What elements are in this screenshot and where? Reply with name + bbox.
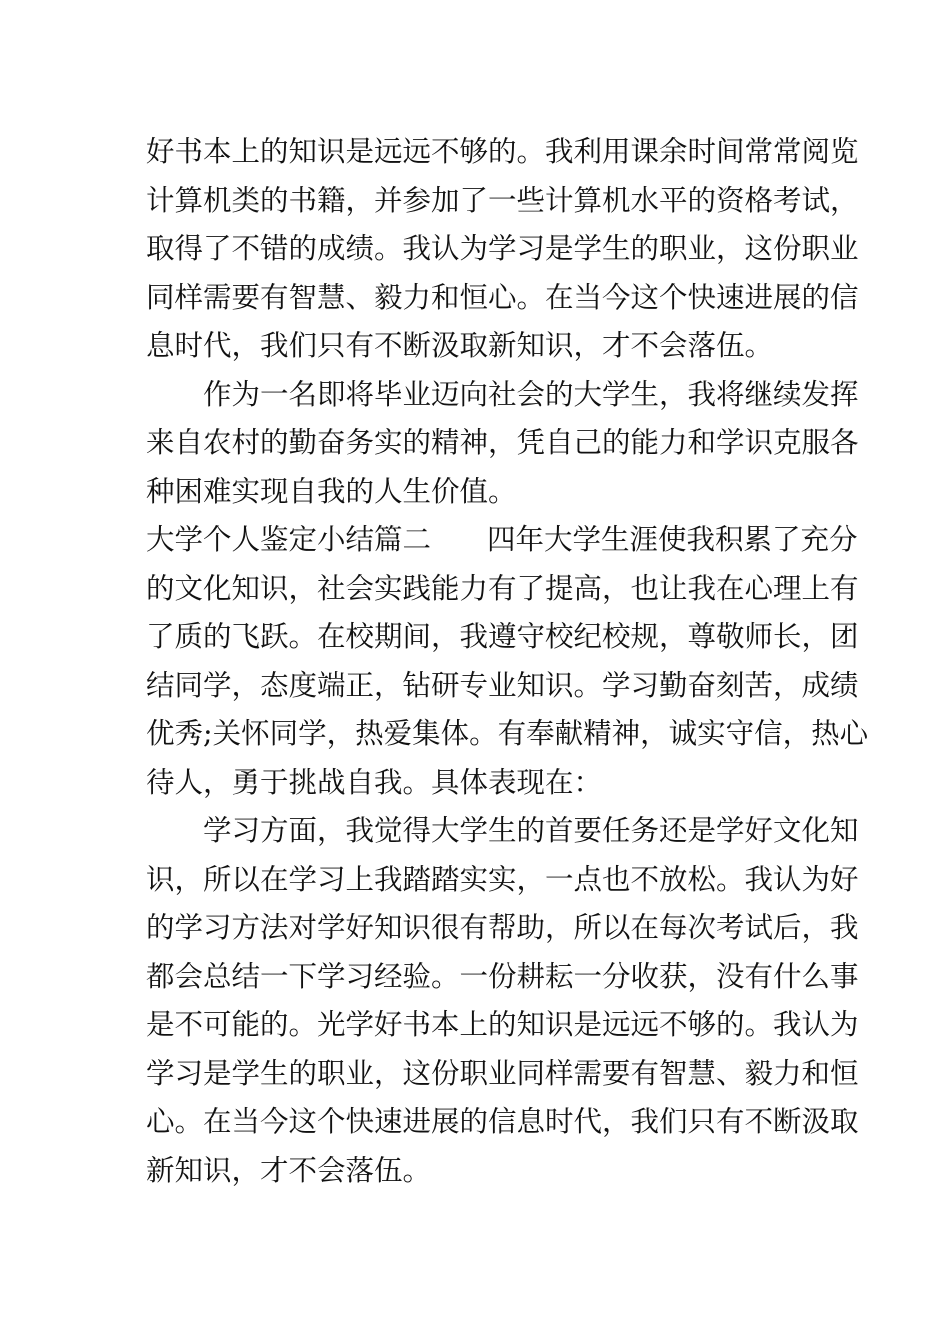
text-line: 的文化知识，社会实践能力有了提高，也让我在心理上有	[146, 571, 859, 605]
text-line: 结同学，态度端正，钻研专业知识。学习勤奋刻苦，成绩	[146, 668, 859, 702]
text-line: 种困难实现自我的人生价值。	[146, 474, 517, 508]
text-line: 计算机类的书籍，并参加了一些计算机水平的资格考试，	[146, 183, 859, 217]
paragraph-2	[146, 371, 859, 517]
paragraph-4	[146, 807, 859, 1195]
text-line	[146, 516, 858, 565]
text-line: 新知识，才不会落伍。	[146, 1153, 432, 1187]
text-line-continuation: 四年大学生涯使我积累了充分	[487, 523, 858, 556]
text-line: 学习方面，我觉得大学生的首要任务还是学好文化知	[203, 814, 859, 847]
text-line: 息时代，我们只有不断汲取新知识，才不会落伍。	[146, 329, 774, 362]
text-line: 取得了不错的成绩。我认为学习是学生的职业，这份职业	[146, 232, 859, 265]
text-line: 的学习方法对学好知识很有帮助，所以在每次考试后，我	[146, 911, 859, 944]
text-line: 优秀;关怀同学，热爱集体。有奉献精神，诚实守信，热心	[146, 717, 869, 750]
text-line: 识，所以在学习上我踏踏实实，一点也不放松。我认为好	[146, 862, 859, 896]
text-line: 是不可能的。光学好书本上的知识是远远不够的。我认为	[146, 1008, 859, 1041]
section-heading: 大学个人鉴定小结篇二	[146, 523, 432, 556]
text-line: 学习是学生的职业，这份职业同样需要有智慧、毅力和恒	[146, 1056, 859, 1090]
text-line: 同样需要有智慧、毅力和恒心。在当今这个快速进展的信	[146, 280, 859, 314]
text-line: 来自农村的勤奋务实的精神，凭自己的能力和学识克服各	[146, 426, 859, 459]
text-line: 了质的飞跃。在校期间，我遵守校纪校规，尊敬师长，团	[146, 620, 859, 653]
text-line: 待人，勇于挑战自我。具体表现在：	[146, 765, 603, 799]
paragraph-3	[146, 516, 869, 807]
text-line: 好书本上的知识是远远不够的。我利用课余时间常常阅览	[146, 135, 859, 168]
body-text	[146, 128, 869, 1195]
text-line: 作为一名即将毕业迈向社会的大学生，我将继续发挥	[203, 377, 859, 411]
text-line: 心。在当今这个快速进展的信息时代，我们只有不断汲取	[146, 1105, 859, 1138]
text-line: 都会总结一下学习经验。一份耕耘一分收获，没有什么事	[146, 959, 859, 993]
paragraph-1	[146, 128, 859, 371]
